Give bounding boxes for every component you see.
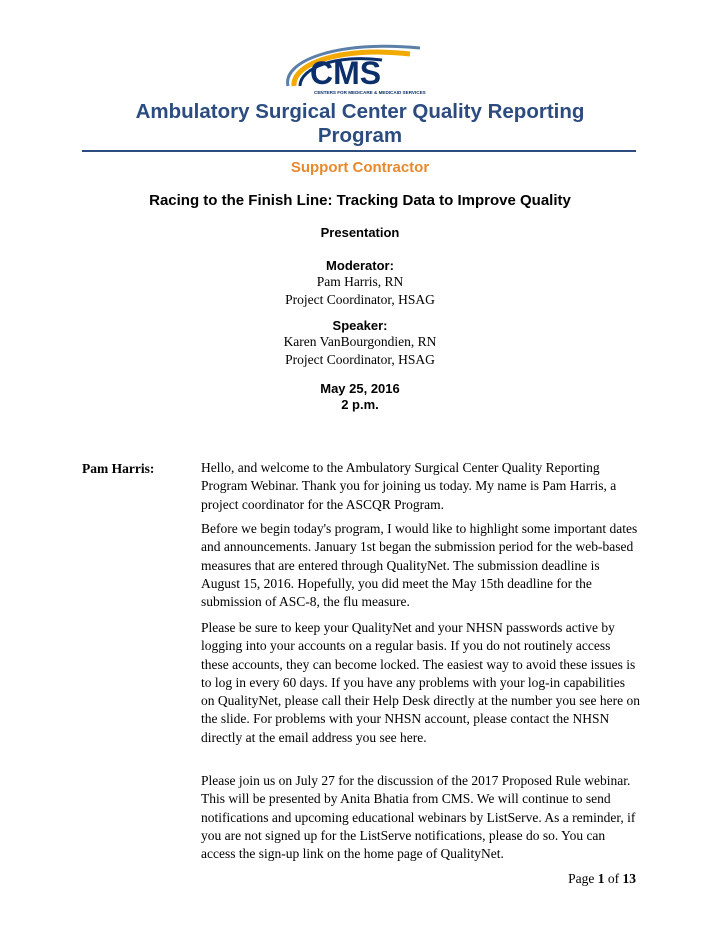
document-type: Presentation: [320, 225, 400, 240]
transcript-paragraph-2: Before we begin today's program, I would like to highlight some important dates and announcements. January 1st began the submission period for the web-based measures that are entered through QualityNet. The submission deadline is August 15, 2016. Hopefully, you did meet the May 15th deadline for the submission of ASC-8, the flu measure.: [201, 521, 638, 610]
moderator-name: Pam Harris, RN: [316, 274, 404, 289]
logo-text: CMS: [310, 55, 382, 91]
moderator-label: Moderator:: [326, 258, 394, 273]
header-title-line2: Program: [317, 124, 403, 147]
document-title: Racing to the Finish Line: Tracking Data to Improve Quality: [149, 192, 571, 209]
presentation-time: 2 p.m.: [341, 397, 379, 412]
page-total: 13: [622, 871, 636, 886]
header-title-line1: Ambulatory Surgical Center Quality Reporting: [135, 100, 585, 123]
presentation-date: May 25, 2016: [320, 381, 400, 396]
page-current: 1: [597, 871, 605, 886]
cms-logo: [270, 34, 450, 100]
transcript-paragraph-3: Please be sure to keep your QualityNet and your NHSN passwords active by logging into your accounts on a regular basis. If you do not routinely access these accounts, they can become locked. The easiest way to avoid these issues is to log in every 60 days. If you have any problems with your log-in capabilities on QualityNet, please call their Help Desk directly at the number you see here on the slide. For problems with your NHSN account, please contact the NHSN directly at the email address you see here.: [201, 620, 640, 745]
moderator-role: Project Coordinator, HSAG: [285, 292, 435, 307]
header-subtitle: Support Contractor: [290, 159, 430, 176]
header-divider: [82, 150, 636, 152]
speaker-label: Speaker:: [332, 318, 388, 333]
page-number: [568, 871, 636, 887]
transcript-paragraph-4: Please join us on July 27 for the discussion of the 2017 Proposed Rule webinar. This will be presented by Anita Bhatia from CMS. We will continue to send notifications and upcoming educational webinars by ListServe. As a reminder, if you are not signed up for the ListServe notifications, please do so. You can access the sign-up link on the home page of QualityNet.: [201, 773, 636, 862]
page-word: Page: [568, 871, 595, 886]
transcript-paragraph-1: Hello, and welcome to the Ambulatory Surgical Center Quality Reporting Program Webinar. Thank you for joining us today. My name is Pam Harris, a project coordinator for the ASCQR Program.: [201, 460, 617, 512]
page-of-word: of: [607, 871, 620, 886]
header-title: [0, 100, 720, 148]
speaker-role: Project Coordinator, HSAG: [285, 352, 435, 367]
transcript-speaker: Pam Harris:: [82, 461, 155, 476]
cms-logo-graphic: [270, 34, 450, 100]
speaker-name: Karen VanBourgondien, RN: [283, 334, 437, 349]
logo-subtext: CENTERS FOR MEDICARE & MEDICAID SERVICES: [314, 90, 426, 95]
